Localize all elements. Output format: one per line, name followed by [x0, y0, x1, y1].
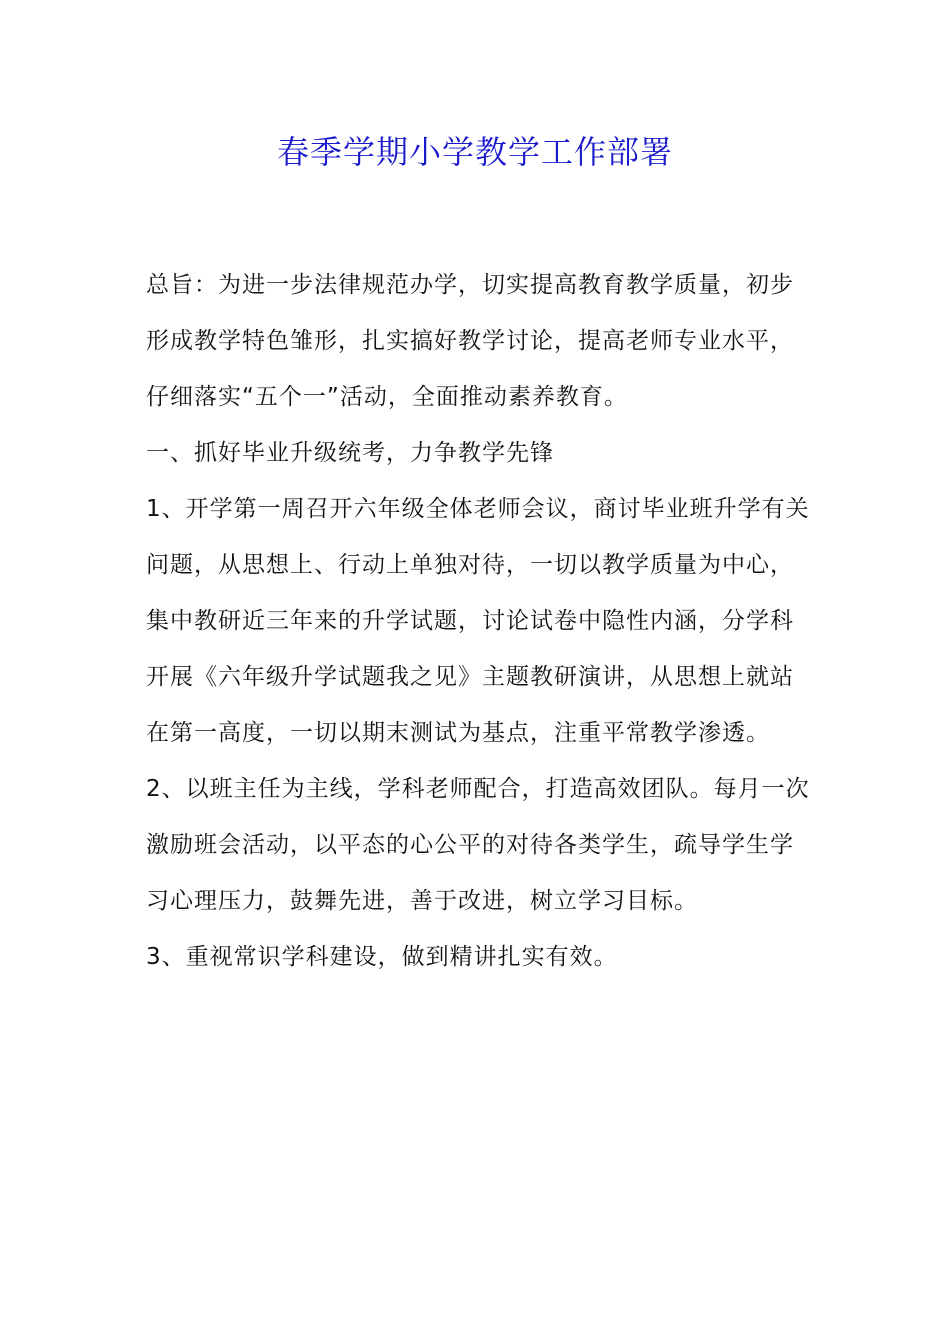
- item-1-line-5: 在第一高度，一切以期末测试为基点，注重平常教学渗透。: [146, 720, 770, 746]
- intro-line-2: 形成教学特色雏形，扎实搞好教学讨论，提高老师专业水平，: [146, 328, 794, 354]
- item-1-line-3: 集中教研近三年来的升学试题，讨论试卷中隐性内涵，分学科: [146, 608, 794, 634]
- item-1-line-4: 开展《六年级升学试题我之见》主题教研演讲，从思想上就站: [146, 664, 794, 690]
- document-body: [146, 265, 816, 993]
- item-2-line-1: 2、以班主任为主线，学科老师配合，打造高效团队。每月一次: [146, 776, 810, 802]
- item-2-line-2: 激励班会活动，以平态的心公平的对待各类学生，疏导学生学: [146, 832, 794, 858]
- intro-line-3: 仔细落实“五个一”活动，全面推动素养教育。: [146, 384, 628, 410]
- intro-line-1: 总旨：为进一步法律规范办学，切实提高教育教学质量，初步: [146, 272, 794, 298]
- document-title: 春季学期小学教学工作部署: [276, 133, 673, 171]
- section-heading-1: 一、抓好毕业升级统考，力争教学先锋: [146, 440, 554, 466]
- item-3-line-1: 3、重视常识学科建设，做到精讲扎实有效。: [146, 944, 618, 970]
- item-1-line-2: 问题，从思想上、行动上单独对待，一切以教学质量为中心，: [146, 552, 794, 578]
- item-1-line-1: 1、开学第一周召开六年级全体老师会议，商讨毕业班升学有关: [146, 496, 810, 522]
- item-2-line-3: 习心理压力，鼓舞先进，善于改进，树立学习目标。: [146, 888, 698, 914]
